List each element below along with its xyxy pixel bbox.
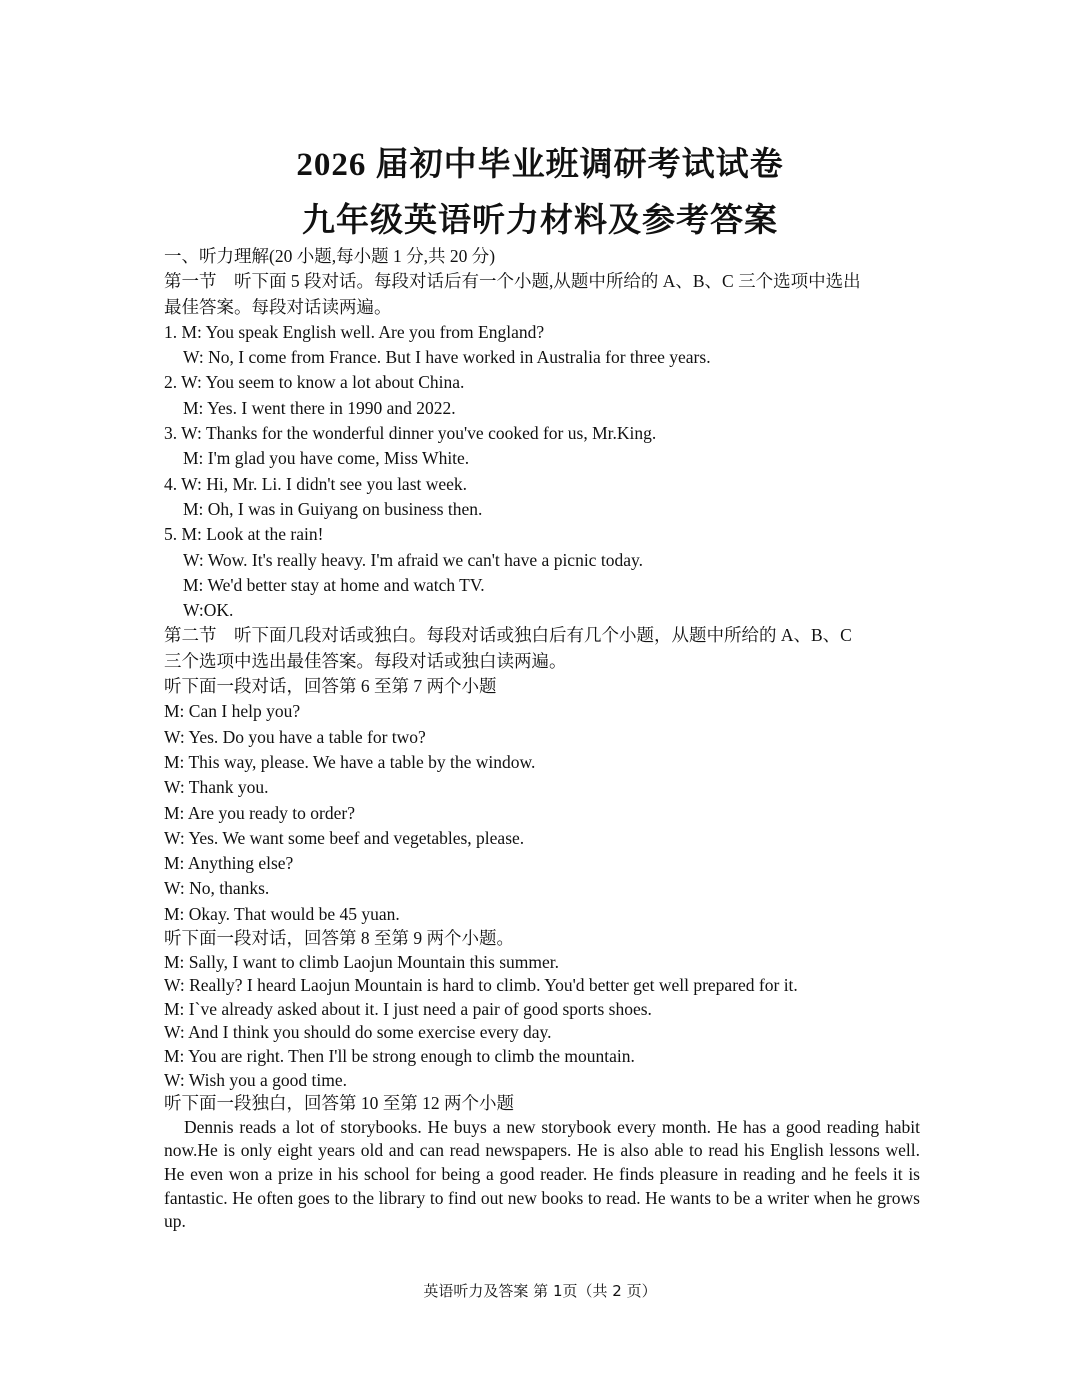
dialogue-line: W: No, I come from France. But I have worked in Australia for three years. bbox=[183, 347, 711, 368]
dialogue-header: 听下面一段对话，回答第 8 至第 9 两个小题。 bbox=[164, 928, 514, 949]
document-subtitle: 九年级英语听力材料及参考答案 bbox=[302, 203, 778, 239]
dialogue-line: M: Are you ready to order? bbox=[164, 802, 355, 823]
dialogue-line: W: Really? I heard Laojun Mountain is hard to climb. You'd better get well prepared for it. bbox=[164, 975, 798, 996]
dialogue-line: W: No, thanks. bbox=[164, 878, 270, 899]
document-body bbox=[164, 244, 920, 1234]
dialogue-line: M: Sally, I want to climb Laojun Mountain this summer. bbox=[164, 951, 560, 972]
dialogue-line: W:OK. bbox=[183, 600, 234, 621]
dialogue-line: M: I'm glad you have come, Miss White. bbox=[183, 448, 470, 469]
section1-instruction-cont: 最佳答案。每段对话读两遍。 bbox=[164, 296, 392, 317]
dialogue-line: W: Yes. Do you have a table for two? bbox=[164, 726, 426, 747]
dialogue-line: M: This way, please. We have a table by the window. bbox=[164, 751, 536, 772]
section1-instruction: 第一节 听下面 5 段对话。每段对话后有一个小题,从题中所给的 A、B、C 三个选项中选出 bbox=[164, 271, 861, 292]
part-header: 一、听力理解(20 小题,每小题 1 分,共 20 分) bbox=[164, 246, 496, 266]
dialogue-line: W: Yes. We want some beef and vegetables, please. bbox=[164, 827, 525, 848]
dialogue-line: M: Okay. That would be 45 yuan. bbox=[164, 903, 400, 924]
dialogue-line: M: I`ve already asked about it. I just need a pair of good sports shoes. bbox=[164, 998, 652, 1019]
dialogue-line: M: Can I help you? bbox=[164, 701, 301, 722]
section2-instruction-cont: 三个选项中选出最佳答案。每段对话或独白读两遍。 bbox=[164, 650, 567, 671]
dialogue-line: M: We'd better stay at home and watch TV. bbox=[183, 574, 485, 595]
dialogue-line: 5. M: Look at the rain! bbox=[164, 524, 324, 545]
dialogue-line: 3. W: Thanks for the wonderful dinner you've cooked for us, Mr.King. bbox=[164, 423, 657, 444]
monologue-text: Dennis reads a lot of storybooks. He buys a new storybook every month. He has a good reading habit now.He is only eight years old and can read newspapers. He is also able to read his English lessons well. He even won a prize in his school for being a good reader. He finds pleasure in reading and he feels it is fantastic. He often goes to the library to find out new books to read. He wants to be a writer when he grows up. bbox=[164, 1116, 920, 1232]
monologue-header: 听下面一段独白，回答第 10 至第 12 两个小题 bbox=[164, 1093, 514, 1114]
dialogue-header: 听下面一段对话，回答第 6 至第 7 两个小题 bbox=[164, 676, 497, 697]
dialogue-line: M: You are right. Then I'll be strong enough to climb the mountain. bbox=[164, 1045, 635, 1066]
dialogue-line: 1. M: You speak English well. Are you from England? bbox=[164, 321, 545, 342]
dialogue-line: M: Oh, I was in Guiyang on business then. bbox=[183, 498, 483, 519]
dialogue-line: W: And I think you should do some exercise every day. bbox=[164, 1022, 552, 1043]
dialogue-line: M: Anything else? bbox=[164, 853, 294, 874]
document-title: 2026 届初中毕业班调研考试试卷 bbox=[296, 147, 784, 183]
page-footer: 英语听力及答案 第 1页（共 2 页） bbox=[423, 1282, 657, 1300]
dialogue-line: 4. W: Hi, Mr. Li. I didn't see you last week. bbox=[164, 473, 468, 494]
dialogue-line: M: Yes. I went there in 1990 and 2022. bbox=[183, 397, 456, 418]
dialogue-line: W: Wow. It's really heavy. I'm afraid we can't have a picnic today. bbox=[183, 549, 643, 570]
dialogue-line: W: Thank you. bbox=[164, 777, 269, 798]
dialogue-line: 2. W: You seem to know a lot about China. bbox=[164, 372, 465, 393]
section2-instruction: 第二节 听下面几段对话或独白。每段对话或独白后有几个小题，从题中所给的 A、B、C bbox=[164, 625, 852, 646]
dialogue-line: W: Wish you a good time. bbox=[164, 1069, 348, 1090]
